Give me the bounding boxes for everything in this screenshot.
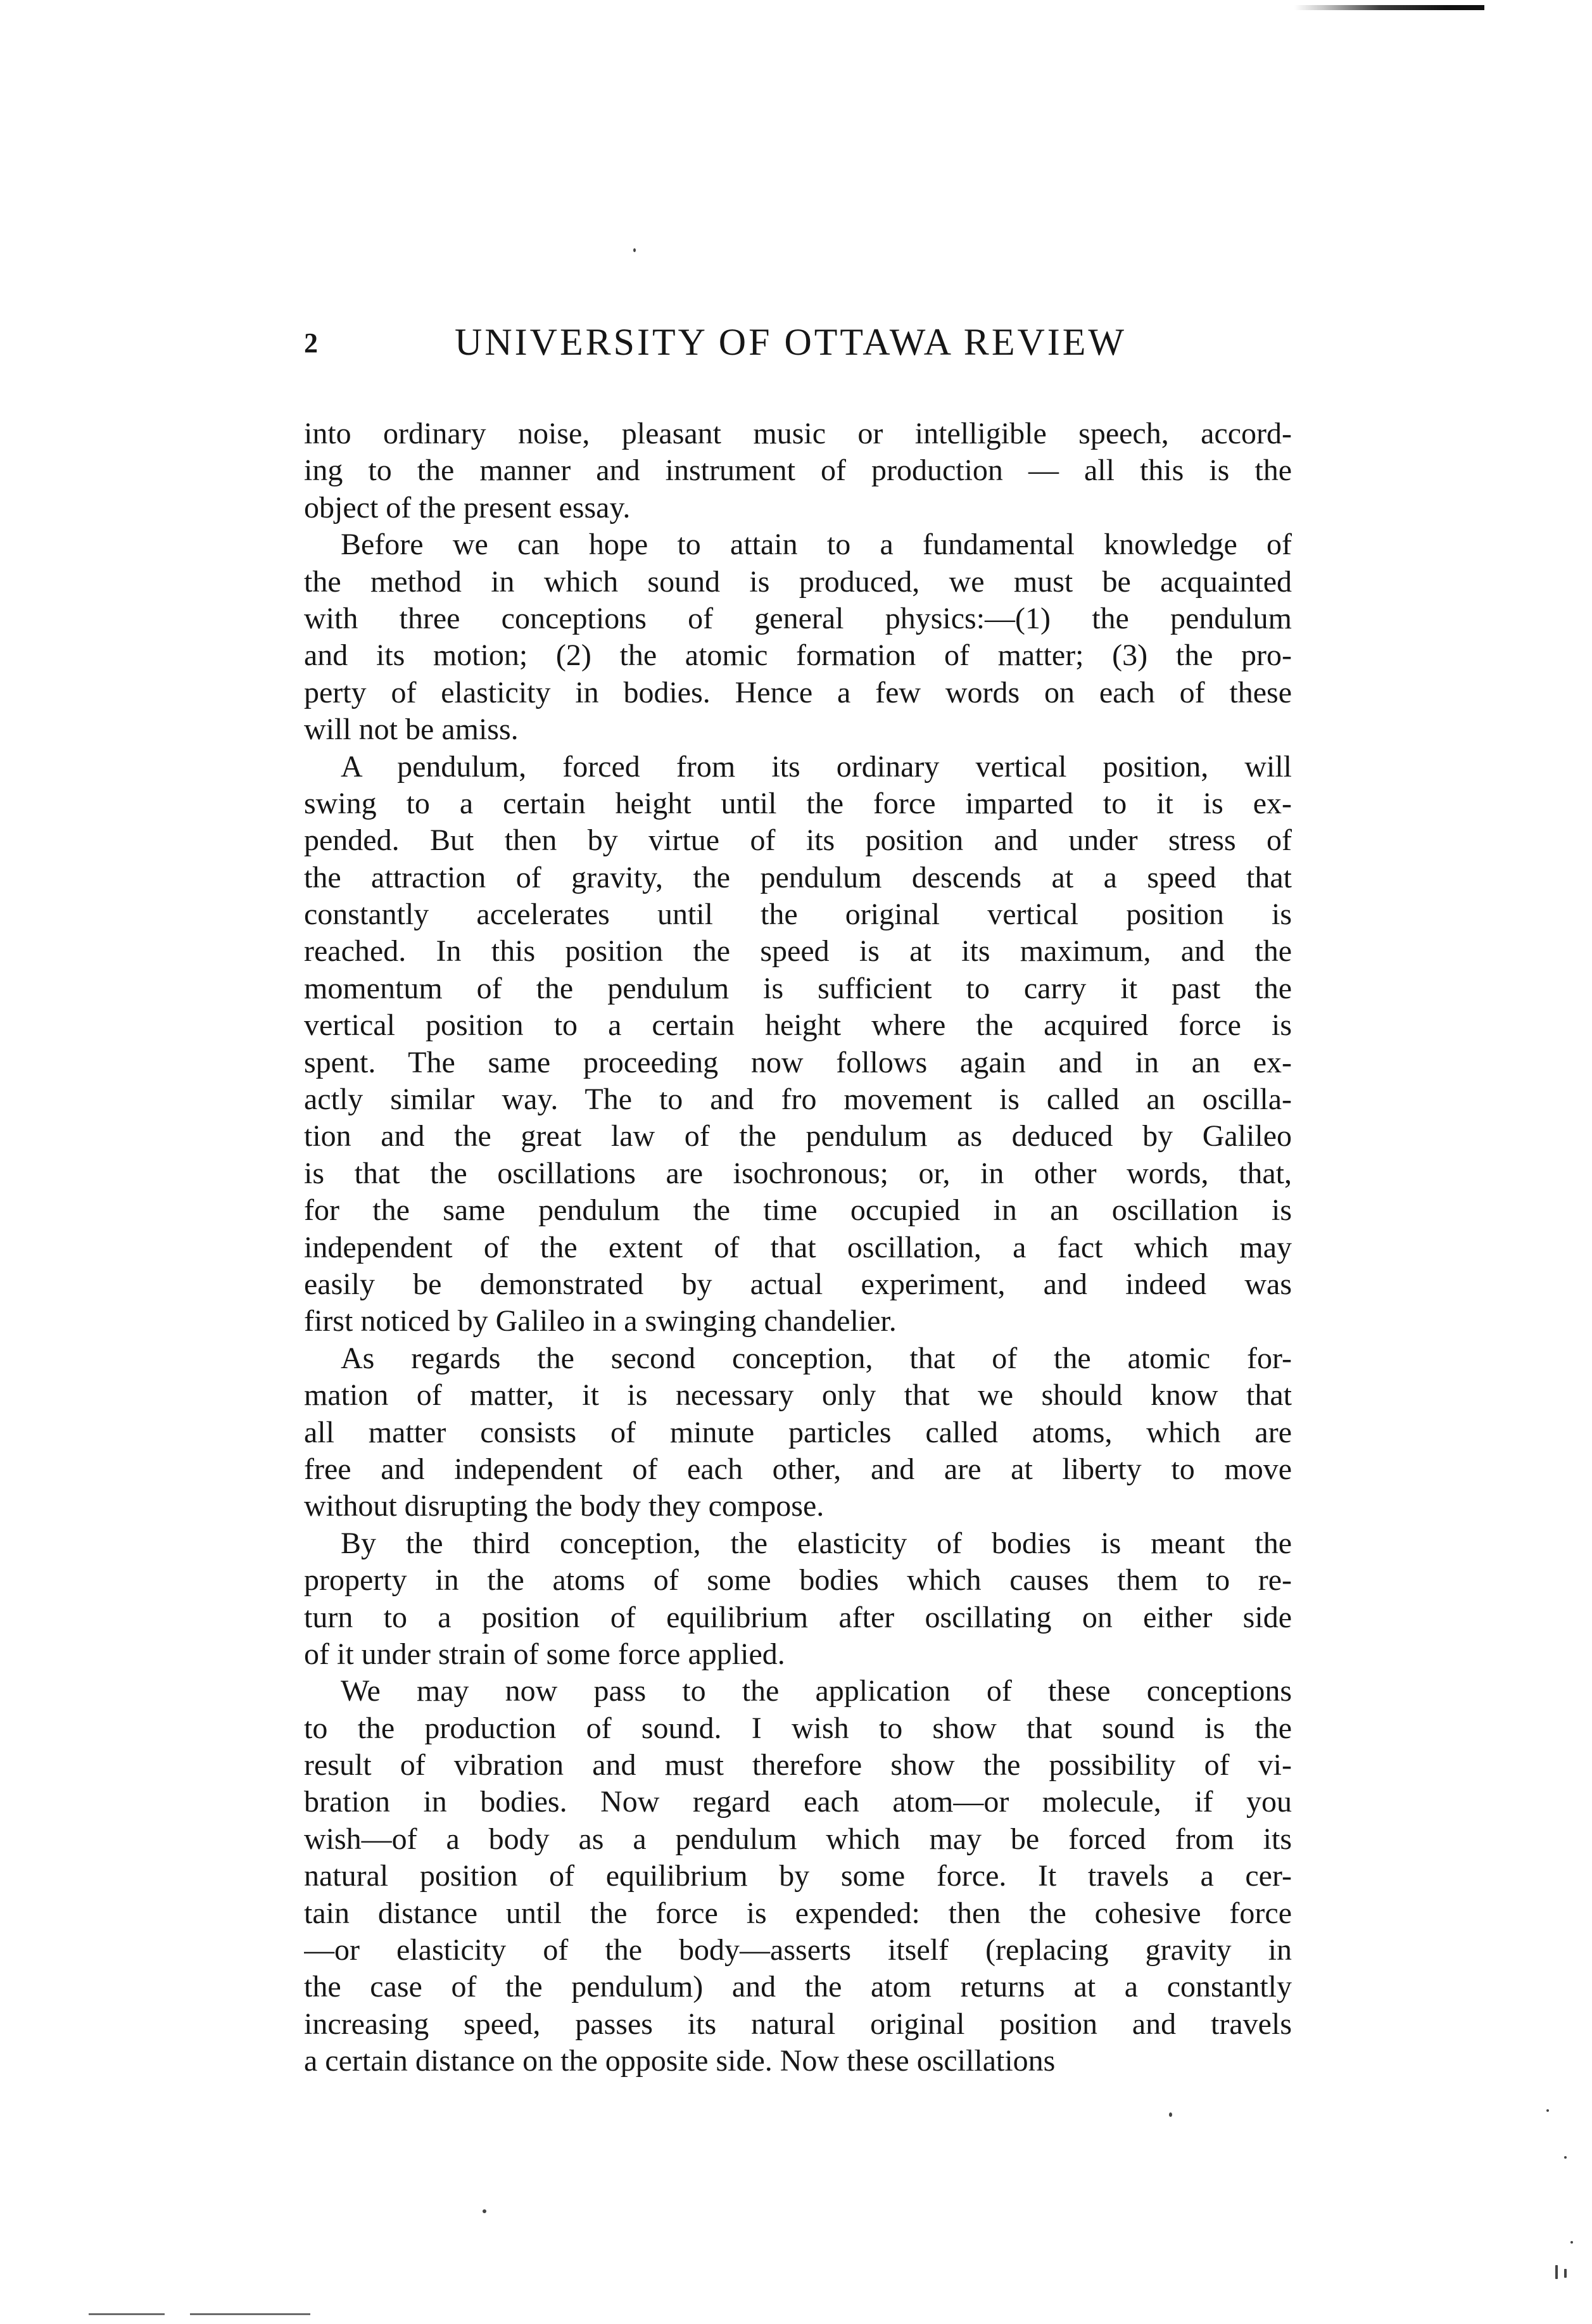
text-line: bration in bodies. Now regard each atom—or molecule, if you xyxy=(304,1785,1292,1819)
text-line: the case of the pendulum) and the atom returns at a constantly xyxy=(304,1970,1292,2004)
speck xyxy=(633,248,636,252)
text-line: tain distance until the force is expended: then the cohesive force xyxy=(304,1896,1292,1930)
text-line: a certain distance on the opposite side. Now these oscillations xyxy=(304,2044,1056,2078)
text-line: to the production of sound. I wish to show that sound is the xyxy=(304,1711,1292,1745)
paragraph xyxy=(304,416,1292,526)
text-line: pended. But then by virtue of its position and under stress of xyxy=(304,823,1292,858)
text-line: We may now pass to the application of these conceptions xyxy=(341,1674,1292,1708)
text-line: property in the atoms of some bodies which causes them to re- xyxy=(304,1563,1292,1597)
text-line: the attraction of gravity, the pendulum descends at a speed that xyxy=(304,860,1292,894)
text-line: momentum of the pendulum is sufficient to carry it past the xyxy=(304,971,1292,1005)
text-line: spent. The same proceeding now follows again and in an ex- xyxy=(304,1045,1292,1079)
text-line: easily be demonstrated by actual experiment, and indeed was xyxy=(304,1267,1292,1301)
page-number: 2 xyxy=(304,327,318,359)
speck xyxy=(1555,2265,1558,2279)
text-line: is that the oscillations are isochronous; or, in other words, that, xyxy=(304,1156,1292,1190)
speck xyxy=(1546,2109,1549,2112)
speck xyxy=(483,2209,486,2213)
text-line: As regards the second conception, that of the atomic for- xyxy=(341,1341,1292,1375)
text-line: for the same pendulum the time occupied in an oscillation is xyxy=(304,1193,1292,1228)
text-line: actly similar way. The to and fro movement is called an oscilla- xyxy=(304,1083,1292,1117)
speck xyxy=(1564,2269,1567,2278)
running-head: UNIVERSITY OF OTTAWA REVIEW xyxy=(455,321,1127,363)
text-line: of it under strain of some force applied. xyxy=(304,1637,785,1671)
text-line: all matter consists of minute particles called atoms, which are xyxy=(304,1415,1292,1449)
text-line: object of the present essay. xyxy=(304,490,631,524)
text-line: without disrupting the body they compose. xyxy=(304,1489,824,1523)
text-line: mation of matter, it is necessary only that we should know that xyxy=(304,1378,1292,1413)
text-line: free and independent of each other, and are at liberty to move xyxy=(304,1452,1292,1486)
text-line: wish—of a body as a pendulum which may be forced from its xyxy=(304,1822,1292,1856)
text-line: turn to a position of equilibrium after oscillating on either side xyxy=(304,1600,1292,1634)
paragraph xyxy=(304,1340,1292,1525)
text-line: ing to the manner and instrument of production — all this is the xyxy=(304,454,1292,488)
text-line: Before we can hope to attain to a fundamental knowledge of xyxy=(341,528,1292,562)
text-line: A pendulum, forced from its ordinary vertical position, will xyxy=(341,749,1292,784)
top-edge-rule xyxy=(1294,5,1484,10)
paragraph xyxy=(304,1525,1292,1673)
text-line: constantly accelerates until the original vertical position is xyxy=(304,898,1292,932)
text-line: natural position of equilibrium by some force. It travels a cer- xyxy=(304,1859,1292,1893)
text-line: into ordinary noise, pleasant music or intelligible speech, accord- xyxy=(304,417,1292,450)
paragraph xyxy=(304,749,1292,1340)
bottom-edge-rule xyxy=(190,2313,310,2315)
paragraph xyxy=(304,526,1292,748)
text-line: By the third conception, the elasticity of bodies is meant the xyxy=(341,1526,1292,1560)
text-line: tion and the great law of the pendulum as deduced by Galileo xyxy=(304,1119,1292,1153)
text-line: —or elasticity of the body—asserts itself (replacing gravity in xyxy=(304,1933,1292,1967)
text-line: and its motion; (2) the atomic formation of matter; (3) the pro- xyxy=(304,638,1292,673)
speck xyxy=(1169,2112,1172,2117)
speck xyxy=(1570,2241,1573,2244)
text-line: vertical position to a certain height where the acquired force is xyxy=(304,1008,1292,1043)
paragraph xyxy=(304,1673,1292,2080)
text-line: independent of the extent of that oscillation, a fact which may xyxy=(304,1230,1292,1264)
text-line: increasing speed, passes its natural original position and travels xyxy=(304,2007,1292,2041)
text-line: swing to a certain height until the force imparted to it is ex- xyxy=(304,786,1292,820)
text-line: first noticed by Galileo in a swinging chandelier. xyxy=(304,1304,897,1338)
page-header xyxy=(304,321,1292,371)
text-line: perty of elasticity in bodies. Hence a few words on each of these xyxy=(304,675,1292,709)
bottom-edge-rule xyxy=(89,2313,165,2315)
text-line: reached. In this position the speed is at its maximum, and the xyxy=(304,934,1292,968)
text-line: result of vibration and must therefore show the possibility of vi- xyxy=(304,1748,1292,1782)
text-line: the method in which sound is produced, we must be acquainted xyxy=(304,564,1292,599)
text-line: with three conceptions of general physics:—(1) the pendulum xyxy=(304,601,1292,635)
text-line: will not be amiss. xyxy=(304,713,519,747)
body-text xyxy=(304,416,1292,2080)
speck xyxy=(1564,2156,1567,2159)
